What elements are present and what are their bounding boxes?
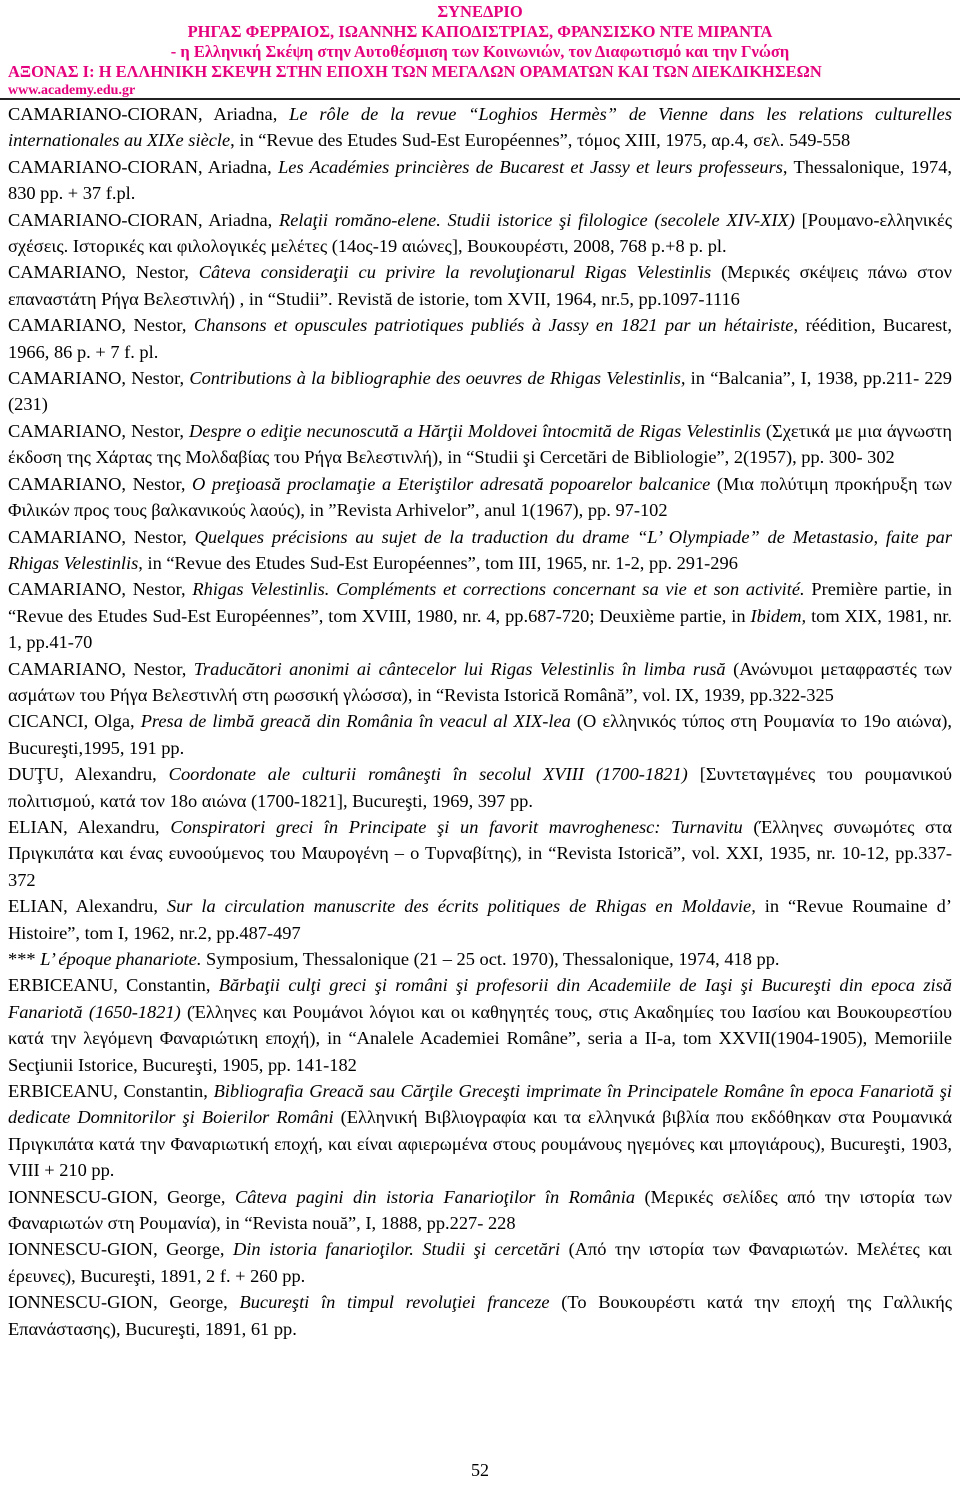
- header-divider: [0, 98, 960, 100]
- bib-entry: IONNESCU-GION, George, Din istoria fanarioţilor. Studii şi cercetări (Από την ιστορία των Φαναριωτών. Μελέτες και έρευνες), Bucureşti, 1891, 2 f. + 260 pp.: [8, 1239, 952, 1286]
- bib-entry: CICANCI, Olga, Presa de limbă greacă din România în veacul al XIX-lea (Ο ελληνικός τύπος στη Ρουμανία το 19ο αιώνα), Bucureşti,1995, 191 pp.: [8, 711, 952, 758]
- bib-entry: CAMARIANO, Nestor, Rhigas Velestinlis. Compléments et corrections concernant sa vie et son activité. Première partie, in “Revue des Etudes Sud-Est Européennes”, tom XVIII, 1980, nr. 4, pp.687-720; Deuxième partie, in Ibidem, tom XIX, 1981, nr. 1, pp.41-70: [8, 579, 952, 653]
- bib-entry: CAMARIANO, Nestor, Contributions à la bibliographie des oeuvres de Rhigas Velestinlis, in “Balcania”, I, 1938, pp.211- 229 (231): [8, 368, 952, 415]
- header-names: ΡΗΓΑΣ ΦΕΡΡΑΙΟΣ, ΙΩΑΝΝΗΣ ΚΑΠΟΔΙΣΤΡΙΑΣ, ΦΡΑΝΣΙΣΚΟ ΝΤΕ ΜΙΡΑΝΤΑ: [187, 22, 773, 41]
- bib-entry: ELIAN, Alexandru, Conspiratori greci în Principate şi un favorit mavroghenesc: Turnavitu (Έλληνες συνωμότες στα Πριγκιπάτα και ένας ευνοούμενος του Μαυρογένη – ο Τυρναβίτης), in “Revista Istorică”, vol. XXI, 1935, nr. 10-12, pp.337-372: [8, 816, 952, 890]
- bib-entry: CAMARIANO, Nestor, Quelques précisions au sujet de la traduction du drame “L’ Olympiade” de Metastasio, faite par Rhigas Velestinlis, in “Revue des Etudes Sud-Est Européennes”, tom III, 1965, nr. 1-2, pp. 291-296: [8, 526, 952, 573]
- bib-entry: CAMARIANO, Nestor, Chansons et opuscules patriotiques publiés à Jassy en 1821 par un hétairiste, réédition, Bucarest, 1966, 86 p. + 7 f. pl.: [8, 315, 952, 362]
- bib-entry: CAMARIANO, Nestor, Traducători anonimi ai cântecelor lui Rigas Velestinlis în limba rusă (Ανώνυμοι μεταφραστές των ασμάτων του Ρήγα Βελεστινλή στη ρωσσική γλώσσα), in “Revista Istorică Română”, vol. IX, 1939, pp.322-325: [8, 658, 952, 705]
- bib-entry: ERBICEANU, Constantin, Bărbaţii culţi greci şi români şi profesorii din Academiile de Iaşi şi Bucureşti din epoca zisă Fanariotă (1650-1821) (Έλληνες και Ρουμάνοι λόγιοι και οι καθηγητές τους, στις Ακαδημίες του Ιασίου και Βουκουρεστίου κατά την λεγόμενη Φαναριώτικη εποχή), in “Analele Academiei Române”, seria a II-a, tom XXVII(1904-1905), Memoriile Secţiunii Istorice, Bucureşti, 1905, pp. 141-182: [8, 975, 952, 1075]
- page-number: 52: [471, 1460, 489, 1480]
- bib-entry: CAMARIANO-CIORAN, Ariadna, Les Académies princières de Bucarest et Jassy et leurs professeurs, Thessalonique, 1974, 830 pp. + 37 f.pl.: [8, 156, 952, 204]
- header-link[interactable]: www.academy.edu.gr: [8, 83, 136, 98]
- bib-entry: CAMARIANO, Nestor, Despre o ediţie necunoscută a Hărţii Moldovei întocmită de Rigas Velestinlis (Σχετικά με μια άγνωστη έκδοση της Χάρτας της Μολδαβίας του Ρήγα Βελεστινλή), in “Studii şi Cercetări de Bibliologie”, 2(1957), pp. 300- 302: [8, 420, 952, 468]
- bibliography: [8, 101, 952, 1342]
- bib-entry: ELIAN, Alexandru, Sur la circulation manuscrite des écrits politiques de Rhigas en Moldavie, in “Revue Roumaine d’ Histoire”, tom I, 1962, nr.2, pp.487-497: [8, 896, 952, 943]
- header-conference: ΣΥΝΕΔΡΙΟ: [437, 2, 523, 21]
- bib-entry: IONNESCU-GION, George, Bucureşti în timpul revoluţiei franceze (Το Βουκουρέστι κατά την εποχή της Γαλλικής Επανάστασης), Bucureşti, 1891, 61 pp.: [8, 1292, 952, 1339]
- bib-entry: *** L’ époque phanariote. Symposium, Thessalonique (21 – 25 oct. 1970), Thessalonique, 1974, 418 pp.: [8, 949, 780, 969]
- page-header: [0, 2, 960, 99]
- bib-entry: CAMARIANO, Nestor, Câteva consideraţii cu privire la revoluţionarul Rigas Velestinlis (Μερικές σκέψεις πάνω στον επαναστάτη Ρήγα Βελεστινλή) , in “Studii”. Revistă de istorie, tom XVII, 1964, nr.5, pp.1097-1116: [8, 262, 952, 309]
- header-axis: ΑΞΟΝΑΣ Ι: Η ΕΛΛΗΝΙΚΗ ΣΚΕΨΗ ΣΤΗΝ ΕΠΟΧΗ ΤΩΝ ΜΕΓΑΛΩΝ ΟΡΑΜΑΤΩΝ ΚΑΙ ΤΩΝ ΔΙΕΚΔΙΚΗΣΕΩΝ: [8, 62, 822, 81]
- bib-entry: CAMARIANO, Nestor, O preţioasă proclamaţie a Eteriştilor adresată popoarelor balcanice (Μια πολύτιμη προκήρυξη των Φιλικών προς τους βαλκανικούς λαούς), in ”Revista Arhivelor”, anul 1(1967), pp. 97-102: [8, 473, 952, 521]
- bib-entry: ERBICEANU, Constantin, Bibliografia Greacă sau Cărţile Greceşti imprimate în Principatele Române în epoca Fanariotă şi dedicate Domnitorilor şi Boierilor Români (Ελληνική Βιβλιογραφία και τα ελληνικά βιβλία που εκδόθηκαν στα Ρουμανικά Πριγκιπάτα κατά την Φαναριωτική εποχή, και είναι αφιερωμένα στους ρουμάνους ηγεμόνες και μπογιάρους), Bucureşti, 1903, VIII + 210 pp.: [8, 1081, 952, 1181]
- bib-entry: DUŢU, Alexandru, Coordonate ale culturii româneşti în secolul XVIII (1700-1821) [Συντεταγμένες του ρουμανικού πολιτισμού, κατά τον 18ο αιώνα (1700-1821], Bucureşti, 1969, 397 pp.: [8, 764, 952, 811]
- bib-entry: CAMARIANO-CIORAN, Ariadna, Le rôle de la revue “Loghios Hermès” de Vienne dans les relations culturelles internationales au XIXe siècle, in “Revue des Etudes Sud-Est Européennes”, τόμος XIII, 1975, αρ.4, σελ. 549-558: [8, 104, 952, 151]
- header-subtitle: - η Ελληνική Σκέψη στην Αυτοθέσμιση των Κοινωνιών, τον Διαφωτισμό και την Γνώση: [170, 42, 790, 61]
- bib-entry: IONNESCU-GION, George, Câteva pagini din istoria Fanarioţilor în România (Μερικές σελίδες από την ιστορία των Φαναριωτών στη Ρουμανία), in “Revista nouă”, I, 1888, pp.227- 228: [8, 1186, 953, 1234]
- bib-entry: CAMARIANO-CIORAN, Ariadna, Relaţii romăno-elene. Studii istorice şi filologice (secolele XIV-XIX) [Ρουμανο-ελληνικές σχέσεις. Ιστορικές και φιλολογικές μελέτες (14ος-19 αιώνες], Βουκουρέστι, 2008, 768 p.+8 p. pl.: [8, 209, 952, 257]
